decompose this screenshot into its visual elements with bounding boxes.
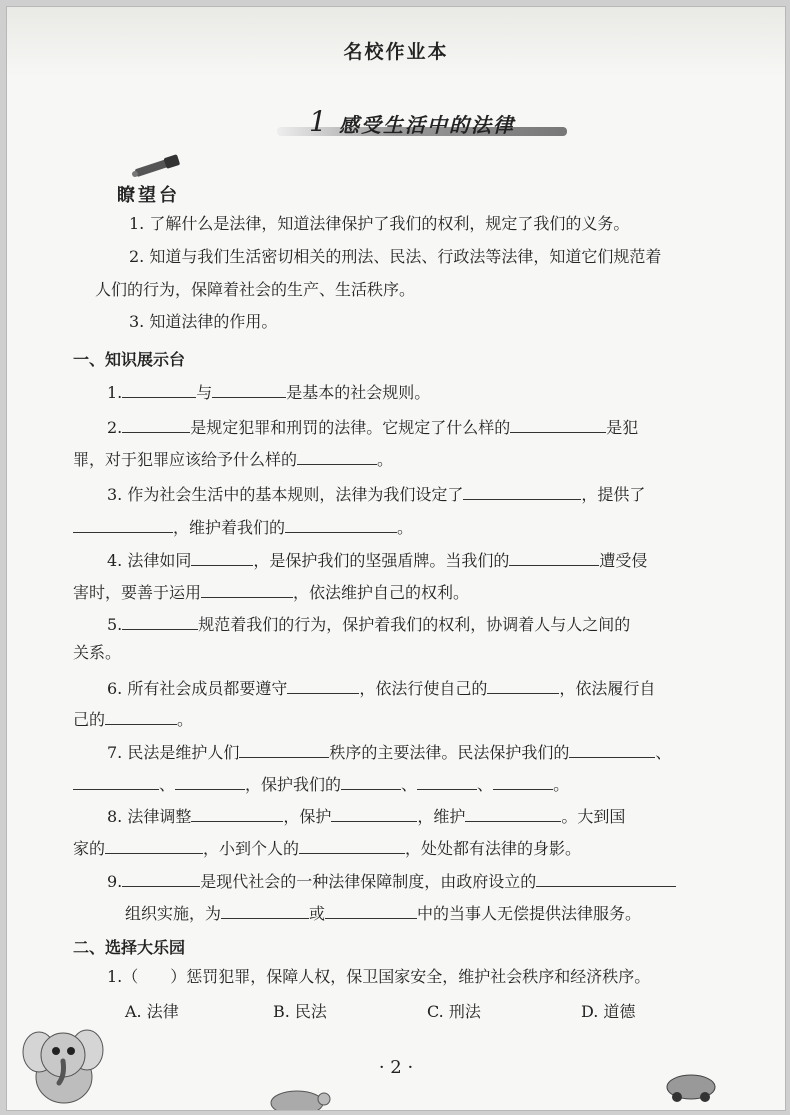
question-8: 8. 法律调整 ，保护 ，维护 。大到国 xyxy=(107,807,626,826)
blank[interactable] xyxy=(221,902,309,919)
car-cartoon-icon xyxy=(663,1067,719,1103)
worksheet-page xyxy=(6,6,786,1111)
question-7-cont: 、 ，保护我们的 、 、 。 xyxy=(73,773,569,795)
blank[interactable] xyxy=(536,870,676,887)
turtle-cartoon-icon xyxy=(262,1085,332,1111)
question-6-cont: 己的 。 xyxy=(73,710,194,729)
blank[interactable] xyxy=(285,516,397,533)
blank[interactable] xyxy=(417,773,477,790)
blank[interactable] xyxy=(325,902,417,919)
blank[interactable] xyxy=(73,773,159,790)
goal-2-cont: 人们的行为，保障着社会的生产、生活秩序。 xyxy=(95,280,416,299)
question-9: 9. 是现代社会的一种法律保障制度，由政府设立的 xyxy=(107,870,676,892)
goal-3: 3. 知道法律的作用。 xyxy=(129,312,278,331)
blank[interactable] xyxy=(191,549,253,566)
mc-question-1-stem: 1.（ ）惩罚犯罪，保障人权，保卫国家安全，维护社会秩序和经济秩序。 xyxy=(107,967,651,986)
blank[interactable] xyxy=(191,805,283,822)
question-7: 7. 民法是维护人们 秩序的主要法律。民法保护我们的 、 xyxy=(107,743,672,762)
blank[interactable] xyxy=(122,870,200,887)
mc-option-c[interactable]: C. 刑法 xyxy=(427,1002,481,1021)
question-1: 1. 与 是基本的社会规则。 xyxy=(107,383,431,402)
mc-option-b[interactable]: B. 民法 xyxy=(273,1002,327,1021)
question-5-cont: 关系。 xyxy=(73,643,122,662)
telescope-icon xyxy=(127,150,187,180)
chapter-title: 感受生活中的法律 xyxy=(339,113,515,137)
question-3-cont: ，维护着我们的 。 xyxy=(73,516,413,538)
blank[interactable] xyxy=(122,416,190,433)
blank[interactable] xyxy=(509,549,599,566)
blank[interactable] xyxy=(487,677,559,694)
blank[interactable] xyxy=(465,805,561,822)
blank[interactable] xyxy=(105,708,177,725)
blank[interactable] xyxy=(212,381,286,398)
question-4-cont: 害时，要善于运用 ，依法维护自己的权利。 xyxy=(73,583,470,602)
goal-1: 1. 了解什么是法律，知道法律保护了我们的权利，规定了我们的义务。 xyxy=(129,214,630,233)
question-9-cont: 组织实施，为 或 中的当事人无偿提供法律服务。 xyxy=(125,904,642,923)
blank[interactable] xyxy=(105,837,203,854)
blank[interactable] xyxy=(297,448,377,465)
question-2: 2. 是规定犯罪和刑罚的法律。它规定了什么样的 是犯 xyxy=(107,418,639,437)
blank[interactable] xyxy=(299,837,405,854)
question-3: 3. 作为社会生活中的基本规则，法律为我们设定了 ，提供了 xyxy=(107,485,646,504)
blank[interactable] xyxy=(287,677,359,694)
blank[interactable] xyxy=(122,381,196,398)
goal-2: 2. 知道与我们生活密切相关的刑法、民法、行政法等法律，知道它们规范着 xyxy=(129,247,662,266)
blank[interactable] xyxy=(331,805,417,822)
question-5: 5. 规范着我们的行为，保护着我们的权利，协调着人与人之间的 xyxy=(107,615,631,634)
blank[interactable] xyxy=(175,773,245,790)
blank[interactable] xyxy=(569,741,655,758)
mc-option-a[interactable]: A. 法律 xyxy=(125,1002,179,1021)
blank[interactable] xyxy=(341,773,401,790)
blank[interactable] xyxy=(510,416,606,433)
page-number: · 2 · xyxy=(378,1057,414,1078)
question-2-cont: 罪，对于犯罪应该给予什么样的 。 xyxy=(73,450,394,469)
chapter-heading xyxy=(277,105,567,139)
blank[interactable] xyxy=(73,516,173,533)
blank[interactable] xyxy=(463,483,581,500)
blank[interactable] xyxy=(122,613,198,630)
blank[interactable] xyxy=(239,741,329,758)
question-8-cont: 家的 ，小到个人的 ，处处都有法律的身影。 xyxy=(73,839,582,858)
mc-option-d[interactable]: D. 道德 xyxy=(581,1002,636,1021)
blank[interactable] xyxy=(201,581,293,598)
section-choice-title: 二、选择大乐园 xyxy=(73,938,186,957)
page-header-title: 名校作业本 xyxy=(343,41,449,63)
question-6: 6. 所有社会成员都要遵守 ，依法行使自己的 ，依法履行自 xyxy=(107,679,656,698)
lookout-label: 瞭望台 xyxy=(117,185,180,206)
question-4: 4. 法律如同 ，是保护我们的坚强盾牌。当我们的 遭受侵 xyxy=(107,551,648,570)
blank[interactable] xyxy=(493,773,553,790)
section-knowledge-title: 一、知识展示台 xyxy=(73,350,186,369)
chapter-number: 1 xyxy=(309,105,327,138)
